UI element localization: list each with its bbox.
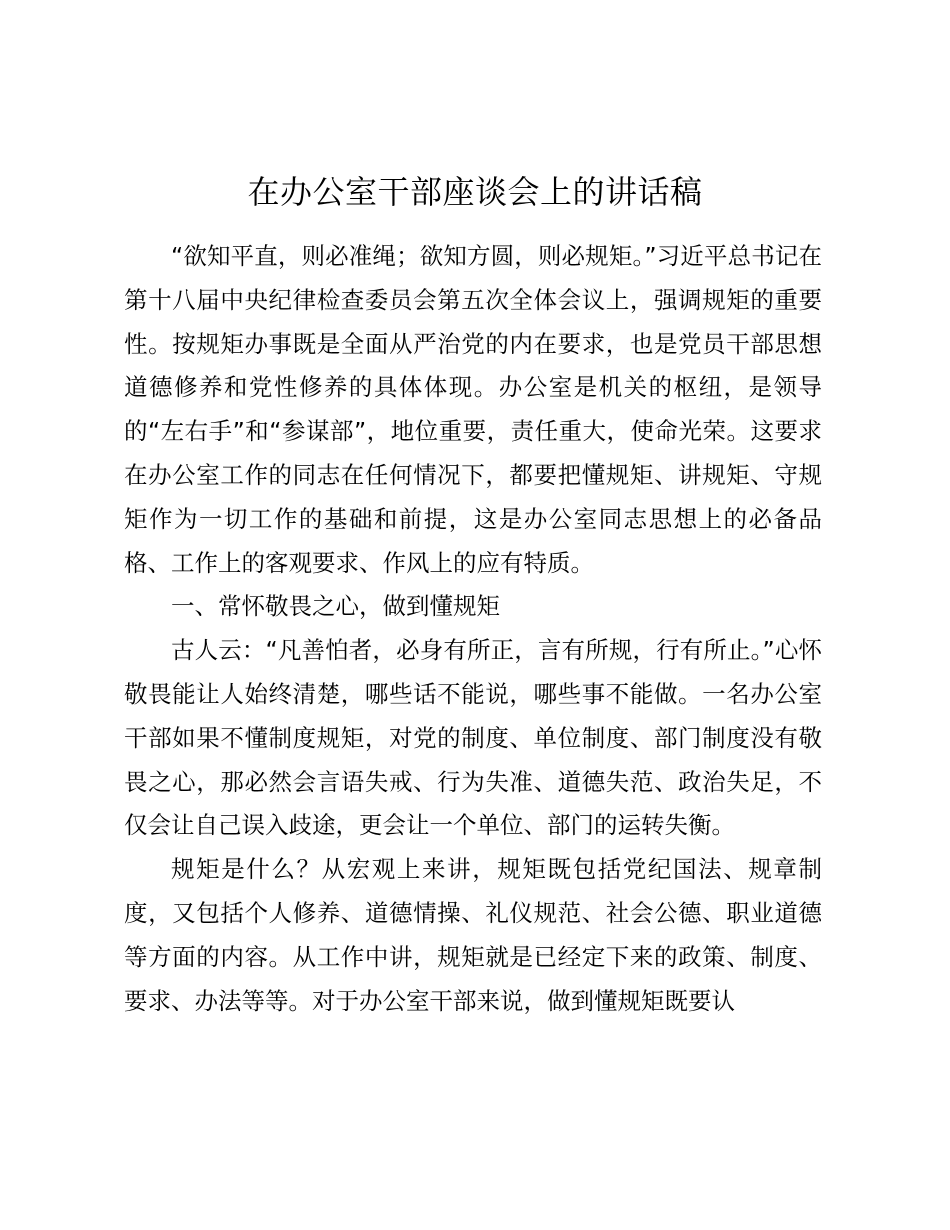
document-title: 在办公室干部座谈会上的讲话稿 [247, 173, 703, 211]
paragraph-intro: “欲知平直，则必准绳；欲知方圆，则必规矩。”习近平总书记在第十八届中央纪律检查委员会第五次全体会议上，强调规矩的重要性。按规矩办事既是全面从严治党的内在要求，也是党员干部思想道德修养和党性修养的具体体现。办公室是机关的枢纽，是领导的“左右手”和“参谋部”，地位重要，责任重大，使命光荣。这要求在办公室工作的同志在任何情况下，都要把懂规矩、讲规矩、守规矩作为一切工作的基础和前提，这是办公室同志思想上的必备品格、工作上的客观要求、作风上的应有特质。 [124, 242, 822, 577]
paragraph-rules-definition: 规矩是什么？从宏观上来讲，规矩既包括党纪国法、规章制度，又包括个人修养、道德情操、礼仪规范、社会公德、职业道德等方面的内容。从工作中讲，规矩就是已经定下来的政策、制度、要求、办法等等。对于办公室干部来说，做到懂规矩既要认 [124, 855, 822, 1015]
section-heading-1: 一、常怀敬畏之心，做到懂规矩 [171, 592, 500, 621]
paragraph-quote: 古人云：“凡善怕者，必身有所正，言有所规，行有所止。”心怀敬畏能让人始终清楚，哪些话不能说，哪些事不能做。一名办公室干部如果不懂制度规矩，对党的制度、单位制度、部门制度没有敬畏之心，那必然会言语失戒、行为失准、道德失范、政治失足，不仅会让自己误入歧途，更会让一个单位、部门的运转失衡。 [124, 636, 822, 840]
document-body [124, 235, 822, 1023]
